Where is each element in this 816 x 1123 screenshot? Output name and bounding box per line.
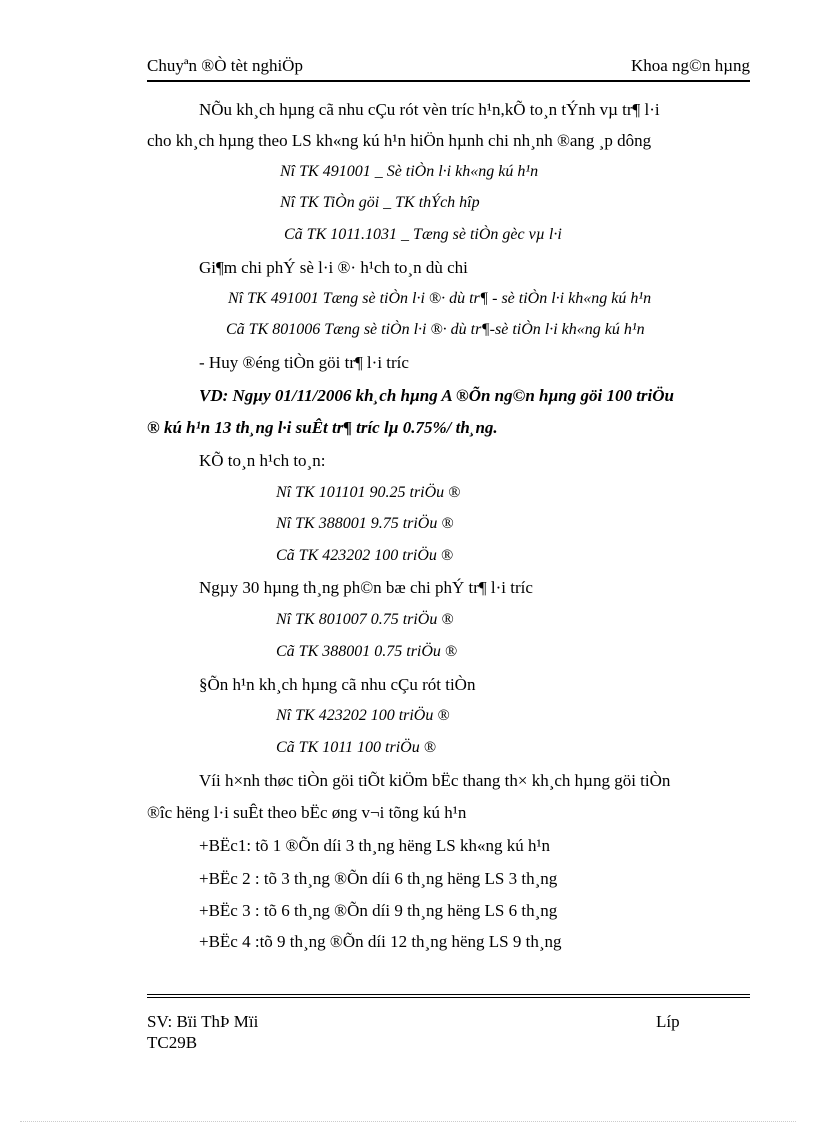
journal-entry-line: Cã TK 388001 0.75 triÖu ® <box>276 643 458 660</box>
example-line: VD: Ngµy 01/11/2006 kh¸ch hµng A ®Õn ng©n hµng göi 100 triÖu <box>199 386 675 405</box>
journal-entry-line: Nî TK 423202 100 triÖu ® <box>276 707 450 724</box>
body-line: ®îc hëng l·i suÊt theo bËc øng v¬i tõng kú h¹n <box>147 803 467 822</box>
journal-entry-line: Cã TK 1011.1031 _ Tæng sè tiÒn gèc vµ l·i <box>284 226 562 243</box>
footer-student: SV: Bïi ThÞ Mïi <box>147 1012 259 1031</box>
footer-class-label: Líp <box>656 1012 680 1031</box>
journal-entry-line: Nî TK TiÒn göi _ TK thÝch hîp <box>280 194 480 211</box>
tier-line: +BËc 4 :tõ 9 th¸ng ®Õn díi 12 th¸ng hëng LS 9 th¸ng <box>199 932 562 951</box>
body-line: Ngµy 30 hµng th¸ng ph©n bæ chi phÝ tr¶ l·i tríc <box>199 578 533 597</box>
journal-entry-line: Cã TK 801006 Tæng sè tiÒn l·i ®· dù tr¶-sè tiÒn l·i kh«ng kú h¹n <box>226 321 645 338</box>
footer-rule <box>147 997 750 998</box>
journal-entry-line: Nî TK 491001 Tæng sè tiÒn l·i ®· dù tr¶ - sè tiÒn l·i kh«ng kú h¹n <box>228 290 652 307</box>
body-line: NÕu kh¸ch hµng cã nhu cÇu rót vèn tríc h¹n,kÕ to¸n tÝnh vµ tr¶ l·i <box>199 100 660 119</box>
body-line: KÕ to¸n h¹ch to¸n: <box>199 451 326 470</box>
journal-entry-line: Cã TK 1011 100 triÖu ® <box>276 739 436 756</box>
body-line: Gi¶m chi phÝ sè l·i ®· h¹ch to¸n dù chi <box>199 258 468 277</box>
page-header <box>147 56 750 82</box>
page-edge <box>20 1121 796 1122</box>
footer-class-code: TC29B <box>147 1033 198 1052</box>
header-title: Chuyªn ®Ò tèt nghiÖp <box>147 56 303 75</box>
body-line: §Õn h¹n kh¸ch hµng cã nhu cÇu rót tiÒn <box>199 675 476 694</box>
body-line: Víi h×nh thøc tiÒn göi tiÕt kiÖm bËc thang th× kh¸ch hµng göi tiÒn <box>199 771 671 790</box>
body-line: cho kh¸ch hµng theo LS kh«ng kú h¹n hiÖn hµnh chi nh¸nh ®ang ¸p dông <box>147 131 652 150</box>
example-line: ® kú h¹n 13 th¸ng l·i suÊt tr¶ tríc lµ 0.75%/ th¸ng. <box>147 418 498 437</box>
tier-line: +BËc 3 : tõ 6 th¸ng ®Õn díi 9 th¸ng hëng LS 6 th¸ng <box>199 901 558 920</box>
journal-entry-line: Nî TK 801007 0.75 triÖu ® <box>276 611 454 628</box>
footer-rule <box>147 994 750 995</box>
header-faculty: Khoa ng©n hµng <box>630 56 750 75</box>
tier-line: +BËc1: tõ 1 ®Õn díi 3 th¸ng hëng LS kh«ng kú h¹n <box>199 836 551 855</box>
header-rule <box>147 80 750 82</box>
journal-entry-line: Cã TK 423202 100 triÖu ® <box>276 547 454 564</box>
section-line: - Huy ®éng tiÒn göi tr¶ l·i tríc <box>199 353 409 372</box>
journal-entry-line: Nî TK 101101 90.25 triÖu ® <box>276 484 461 501</box>
tier-line: +BËc 2 : tõ 3 th¸ng ®Õn díi 6 th¸ng hëng LS 3 th¸ng <box>199 869 558 888</box>
journal-entry-line: Nî TK 388001 9.75 triÖu ® <box>276 515 454 532</box>
journal-entry-line: Nî TK 491001 _ Sè tiÒn l·i kh«ng kú h¹n <box>280 163 539 180</box>
